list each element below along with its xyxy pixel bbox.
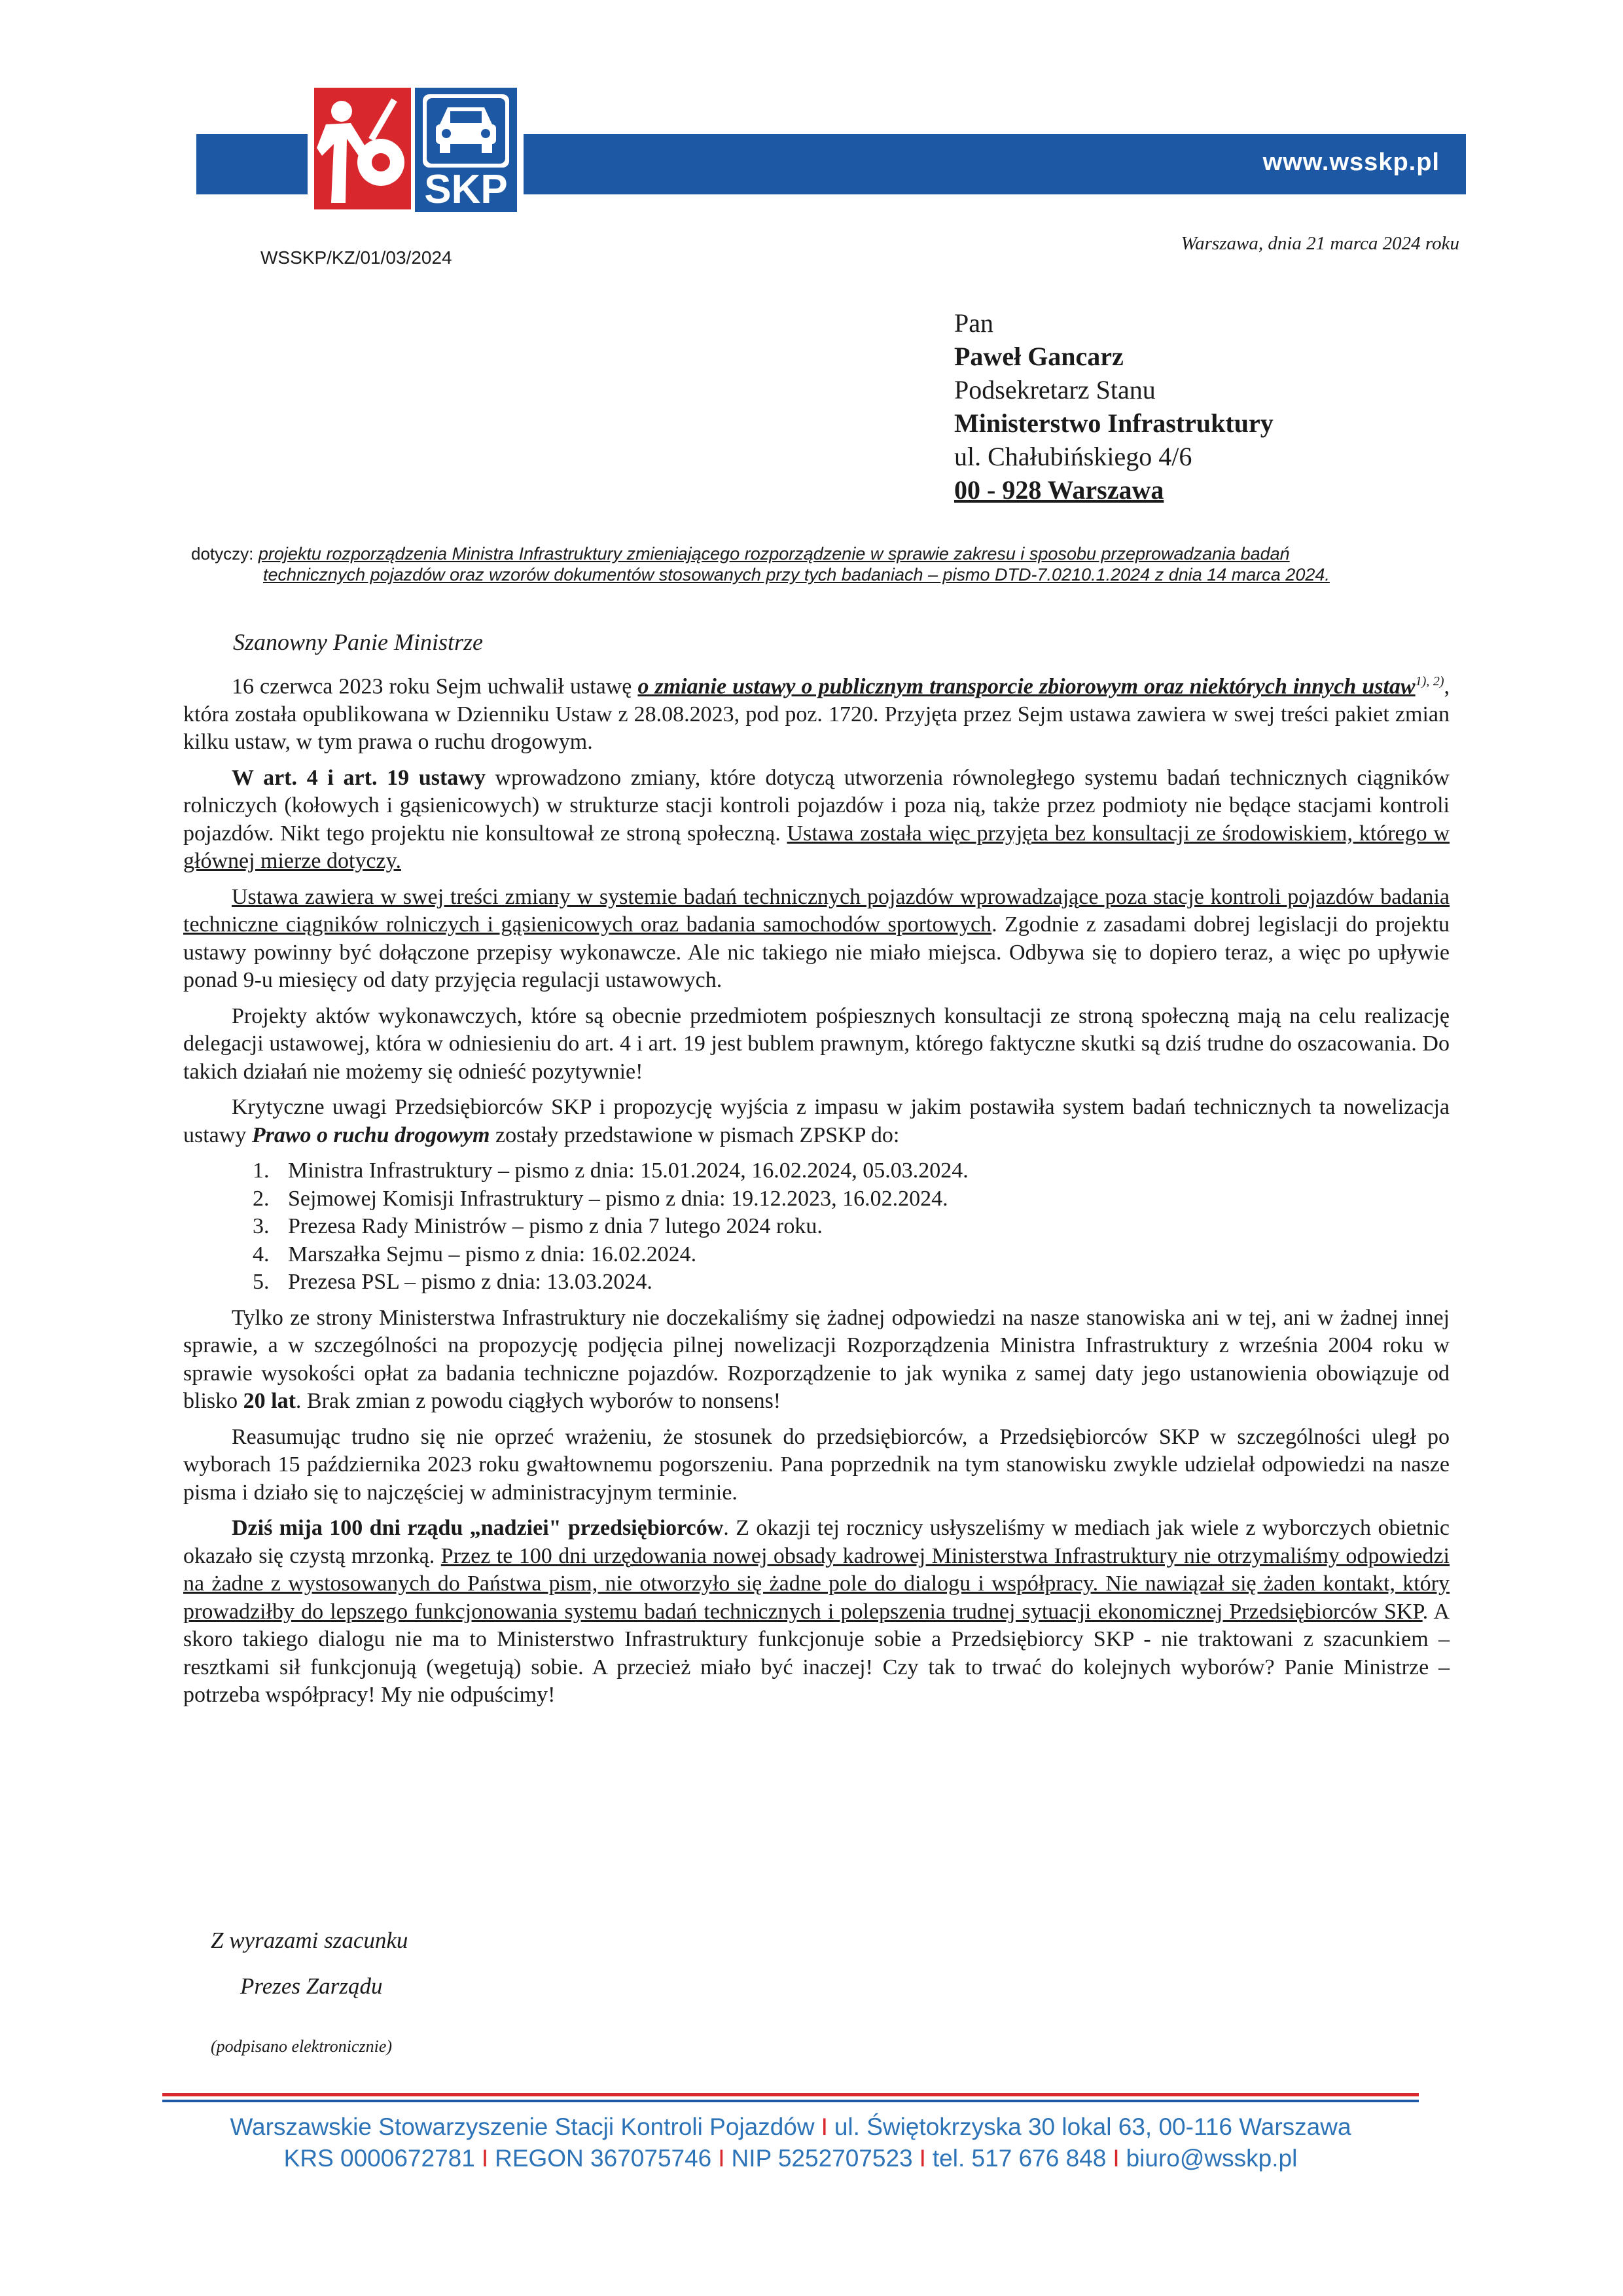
footnote-refs: 1), 2) bbox=[1415, 674, 1444, 689]
paragraph-2 bbox=[183, 764, 1450, 876]
paragraph-2-text: wprowadzono zmiany, które dotyczą utworzenia równoległego systemu badań technicznych ciągników rolniczych (kołowych i gąsienicowych) w strukturze stacji kontroli pojazdów i poza nią, także przez podmioty nie będące stacjami kontroli pojazdów. Nikt tego projektu nie konsultował ze stroną społeczną. bbox=[183, 765, 1450, 846]
addressee-block bbox=[954, 306, 1274, 507]
paragraph-1 bbox=[183, 668, 1450, 757]
paragraph-3-underlined: Ustawa zawiera w swej treści zmiany w systemie badań technicznych pojazdów wprowadzające poza stacje kontroli pojazdów badania techniczne ciągników rolniczych i gąsienicowych oraz badania samochodów sportowych bbox=[183, 884, 1450, 937]
act-title: o zmianie ustawy o publicznym transporcie zbiorowym oraz niektórych innych ustaw bbox=[637, 674, 1416, 699]
subject-line-2: technicznych pojazdów oraz wzorów dokumentów stosowanych przy tych badaniach – pismo DTD-7.0210.1.2024 z dnia 14 marca 2024. bbox=[263, 565, 1330, 584]
footer-nip: NIP 5252707523 bbox=[731, 2145, 913, 2172]
regards: Z wyrazami szacunku bbox=[211, 1928, 408, 1953]
list-item: 5. Prezesa PSL – pismo z dnia: 13.03.2024. bbox=[275, 1268, 1450, 1297]
paragraph-6-text: Tylko ze strony Ministerstwa Infrastruktury nie doczekaliśmy się żadnej odpowiedzi na nasze stanowiska ani w tej, ani w żadnej innej sprawie, a w szczególności na propozycję podjęcia pilnej nowelizacji Rozporządzenia Ministra Infrastruktury z września 2004 roku w sprawie wysokości opłat za badania techniczne pojazdów. Rozporządzenie to jak wynika z samej daty jego ustanowienia obowiązuje od blisko bbox=[183, 1305, 1450, 1414]
footer-org: Warszawskie Stowarzyszenie Stacji Kontroli Pojazdów bbox=[230, 2113, 815, 2140]
hundred-days-highlight: Dziś mija 100 dni rządu „nadziei" przedsiębiorców bbox=[232, 1516, 724, 1541]
paragraph-8 bbox=[183, 1515, 1450, 1710]
paragraph-4: Projekty aktów wykonawczych, które są obecnie przedmiotem pośpiesznych konsultacji ze stroną społeczną mają na celu realizację delegacji ustawowej, która w odniesieniu do art. 4 i art. 19 jest bublem prawnym, którego faktyczne skutki są dziś trudne do oszacowania. Do takich działań nie możemy się odnieść pozytywnie! bbox=[183, 1003, 1450, 1084]
paragraph-3 bbox=[183, 884, 1450, 995]
paragraph-2-underlined: Ustawa została więc przyjęta bez konsultacji ze środowiskiem, którego w głównej mierze dotyczy. bbox=[183, 821, 1450, 874]
footer-regon: REGON 367075746 bbox=[495, 2145, 712, 2172]
esign-note: (podpisano elektronicznie) bbox=[211, 2037, 393, 2056]
paragraph-1-tail: , która została opublikowana w Dzienniku Ustaw z 28.08.2023, pod poz. 1720. Przyjęta przez Sejm ustawa zawiera w swej treści pakiet zmian kilku ustaw, w tym prawa o ruchu drogowym. bbox=[183, 674, 1450, 755]
salutation: Szanowny Panie Ministrze bbox=[233, 629, 483, 655]
footer-tel: tel. 517 676 848 bbox=[932, 2145, 1107, 2172]
footer-separator: I bbox=[821, 2113, 828, 2140]
footer-email[interactable]: biuro@wsskp.pl bbox=[1126, 2145, 1298, 2172]
reference-number: WSSKP/KZ/01/03/2024 bbox=[260, 247, 452, 268]
footer-line-1 bbox=[162, 2111, 1419, 2143]
footer-divider-red bbox=[162, 2093, 1419, 2096]
footer bbox=[162, 2111, 1419, 2174]
website-url[interactable]: www.wsskp.pl bbox=[1262, 149, 1440, 176]
subject-line-1: projektu rozporządzenia Ministra Infrastruktury zmieniającego rozporządzenie w sprawie zakresu i sposobu przeprowadzania badań bbox=[258, 544, 1290, 564]
footer-krs: KRS 0000672781 bbox=[283, 2145, 475, 2172]
footer-divider-blue bbox=[162, 2100, 1419, 2102]
paragraph-8-text: . Z okazji tej rocznicy usłyszeliśmy w mediach jak wiele z wyborczych obietnic okazało się czystą mrzonką. bbox=[183, 1516, 1450, 1568]
letters-list bbox=[183, 1157, 1450, 1297]
footer-separator: I bbox=[481, 2145, 489, 2172]
list-item: 2. Sejmowej Komisji Infrastruktury – pismo z dnia: 19.12.2023, 16.02.2024. bbox=[275, 1185, 1450, 1213]
years-highlight: 20 lat bbox=[243, 1389, 296, 1414]
act-name: Prawo o ruchu drogowym bbox=[251, 1122, 490, 1147]
skp-logo bbox=[308, 79, 524, 221]
paragraph-1-text: 16 czerwca 2023 roku Sejm uchwalił ustawę bbox=[232, 674, 638, 699]
list-item: 4. Marszałka Sejmu – pismo z dnia: 16.02.2024. bbox=[275, 1241, 1450, 1269]
paragraph-6 bbox=[183, 1304, 1450, 1416]
paragraph-7: Reasumując trudno się nie oprzeć wrażeniu, że stosunek do przedsiębiorców, a Przedsiębiorców SKP w szczególności uległ po wyborach 15 października 2023 roku gwałtownemu pogorszeniu. Pana poprzednik na tym stanowisku zwykle udzielał odpowiedzi na nasze pisma i działo się to najczęściej w administracyjnym terminie. bbox=[183, 1424, 1450, 1505]
addressee-city: 00 - 928 Warszawa bbox=[954, 475, 1164, 505]
paragraph-8-underlined: Przez te 100 dni urzędowania nowej obsady kadrowej Ministerstwa Infrastruktury nie otrzymaliśmy odpowiedzi na żadne z wystosowanych do Państwa pism, nie otworzyło się żadne pole do dialogu i współpracy. Nie nawiązał się żaden kontakt, który prowadziłby do lepszego funkcjonowania systemu badań technicznych i polepszenia trudnej sytuacji ekonomicznej Przedsiębiorców SKP bbox=[183, 1543, 1450, 1624]
addressee-name: Paweł Gancarz bbox=[954, 342, 1124, 371]
paragraph-5-text: Krytyczne uwagi Przedsiębiorców SKP i propozycję wyjścia z impasu w jakim postawiła system badań technicznych ta nowelizacja ustawy bbox=[183, 1095, 1450, 1147]
list-item: 1. Ministra Infrastruktury – pismo z dnia: 15.01.2024, 16.02.2024, 05.03.2024. bbox=[275, 1157, 1450, 1185]
addressee-street: ul. Chałubińskiego 4/6 bbox=[954, 442, 1192, 471]
footer-separator: I bbox=[1113, 2145, 1120, 2172]
logo-text: SKP bbox=[424, 167, 508, 212]
footer-separator: I bbox=[919, 2145, 926, 2172]
list-item: 3. Prezesa Rady Ministrów – pismo z dnia 7 lutego 2024 roku. bbox=[275, 1213, 1450, 1241]
signatory: Prezes Zarządu bbox=[240, 1973, 383, 1999]
closing-block bbox=[211, 1918, 408, 2009]
paragraph-5 bbox=[183, 1094, 1450, 1149]
paragraph-8-tail: . A skoro takiego dialogu nie ma to Ministerstwo Infrastruktury funkcjonuje sobie a Przedsiębiorcy SKP - nie traktowani z szacunkiem – resztkami sił funkcjonują (wegetują) sobie. A przecież miało być inaczej! Czy tak to trwać do kolejnych wyborów? Panie Ministrze – potrzeba współpracy! My nie odpuścimy! bbox=[183, 1599, 1450, 1708]
footer-address: ul. Świętokrzyska 30 lokal 63, 00-116 Warszawa bbox=[834, 2113, 1351, 2140]
addressee-institution: Ministerstwo Infrastruktury bbox=[954, 408, 1274, 438]
place-date: Warszawa, dnia 21 marca 2024 roku bbox=[1181, 233, 1459, 254]
addressee-position: Podsekretarz Stanu bbox=[954, 375, 1156, 404]
addressee-title: Pan bbox=[954, 308, 993, 338]
footer-separator: I bbox=[718, 2145, 725, 2172]
paragraph-5-tail: zostały przedstawione w pismach ZPSKP do: bbox=[490, 1122, 900, 1147]
subject-label: dotyczy: bbox=[191, 544, 254, 564]
letter-body bbox=[183, 668, 1450, 1717]
paragraph-3-text: . Zgodnie z zasadami dobrej legislacji do projektu ustawy powinny być dołączone przepisy wykonawcze. Ale nic takiego nie miało miejsca. Odbywa się to dopiero teraz, a więc po upływie ponad 9-u miesięcy od daty przyjęcia regulacji ustawowych. bbox=[183, 912, 1450, 993]
subject-block bbox=[191, 543, 1454, 585]
paragraph-6-tail: . Brak zmian z powodu ciągłych wyborów to nonsens! bbox=[295, 1389, 781, 1414]
footer-line-2 bbox=[162, 2143, 1419, 2174]
articles-ref: W art. 4 i art. 19 ustawy bbox=[232, 765, 486, 790]
